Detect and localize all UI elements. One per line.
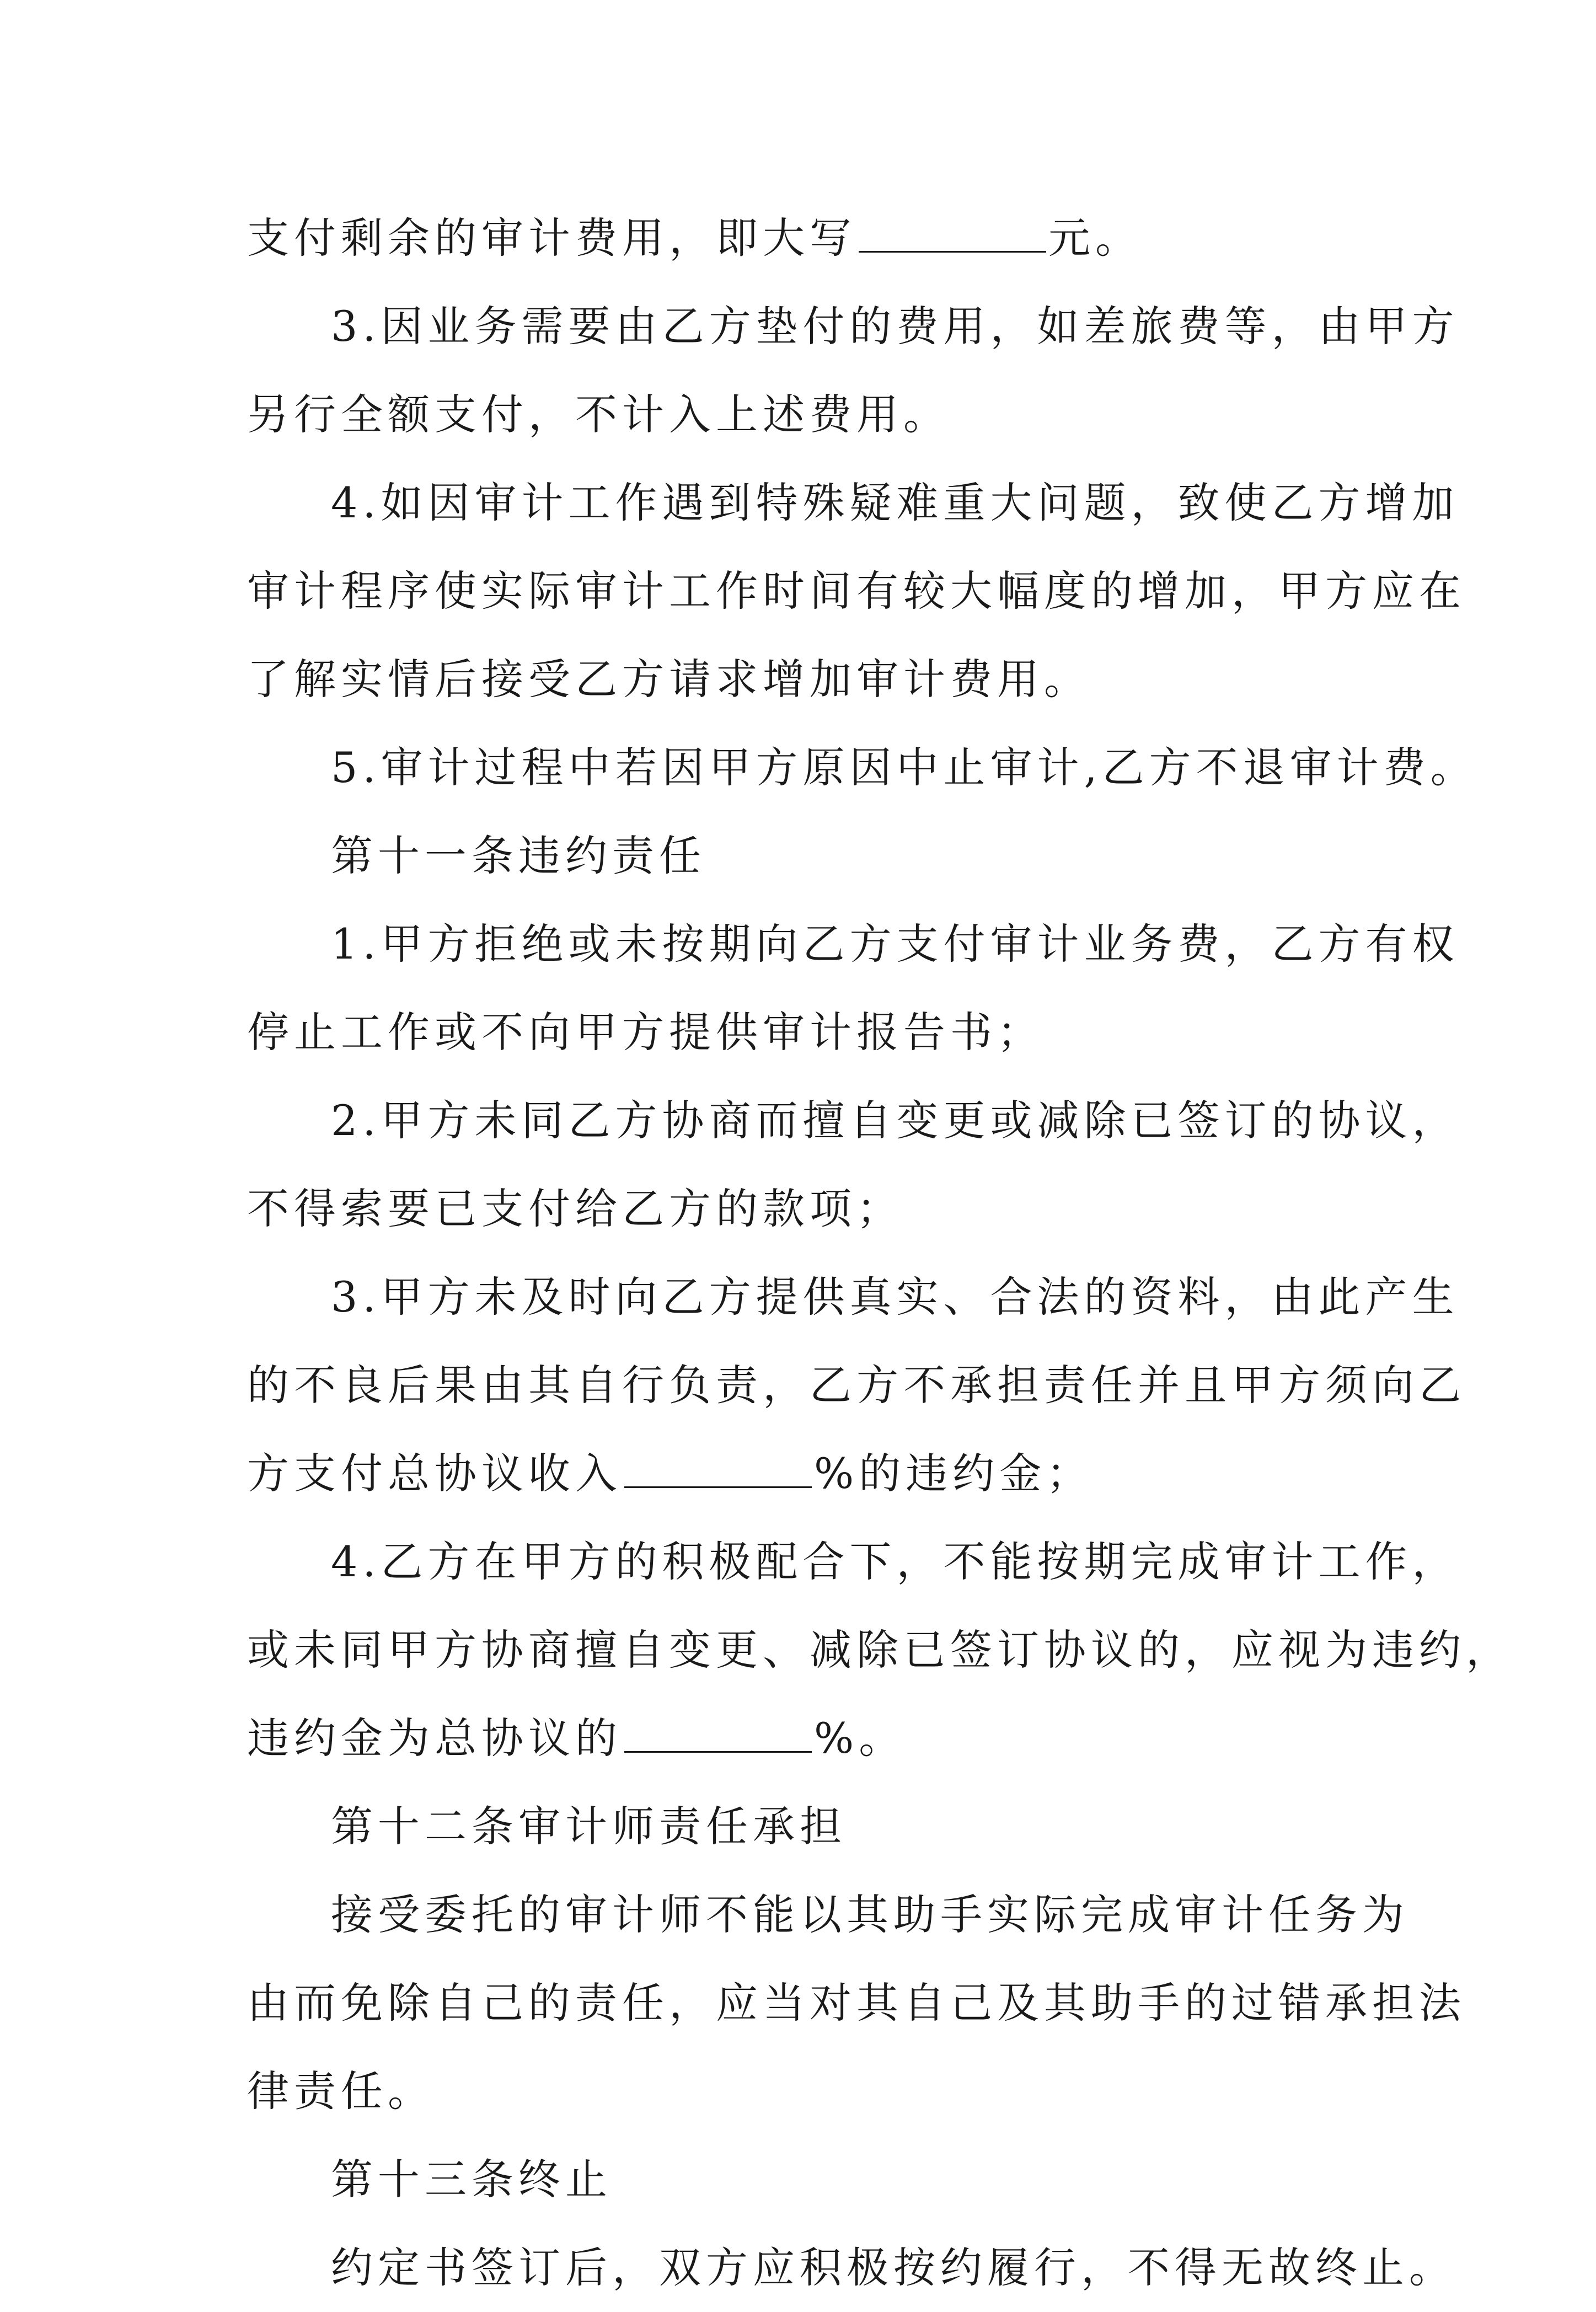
line-text: 不得索要已支付给乙方的款项； [247, 1184, 903, 1233]
line-text: 支付剩余的审计费用，即大写 [247, 213, 856, 263]
fill-in-blank[interactable] [624, 1449, 812, 1488]
paragraph-line [247, 371, 1383, 459]
paragraph-line [247, 1430, 1383, 1518]
line-text: 或未同甲方协商擅自变更、减除已签订协议的，应视为违约， [247, 1625, 1513, 1674]
line-text: 由而免除自己的责任，应当对其自己及其助手的过错承担法 [247, 1978, 1466, 2027]
paragraph-line [247, 724, 1477, 812]
line-text: 的不良后果由其自行负责，乙方不承担责任并且甲方须向乙 [247, 1361, 1466, 1410]
line-text: 2.甲方未同乙方协商而擅自变更或减除已签订的协议， [331, 1096, 1459, 1145]
line-text: 约定书签订后，双方应积极按约履行，不得无故终止。 [331, 2243, 1456, 2292]
paragraph-line [247, 2224, 1456, 2312]
paragraph-line [247, 1959, 1466, 2047]
section-heading [247, 812, 1383, 900]
paragraph-line [247, 2047, 1383, 2136]
line-text: 3.因业务需要由乙方垫付的费用，如差旅费等，由甲方 [331, 302, 1459, 351]
paragraph-line [247, 1518, 1459, 1606]
fill-in-blank[interactable] [859, 213, 1046, 253]
section-heading [247, 1783, 1383, 1871]
paragraph-line [247, 1253, 1459, 1341]
section-heading [247, 2136, 1383, 2224]
line-text: 1.甲方拒绝或未按期向乙方支付审计业务费，乙方有权 [331, 919, 1459, 968]
heading-text: 第十二条审计师责任承担 [331, 1802, 847, 1851]
paragraph-line [247, 988, 1383, 1077]
paragraph-line [247, 1871, 1409, 1959]
heading-text: 第十一条违约责任 [331, 831, 706, 880]
paragraph-line [247, 547, 1466, 635]
line-text: 停止工作或不向甲方提供审计报告书； [247, 1008, 1044, 1057]
paragraph-line [247, 1165, 1383, 1253]
line-text: 了解实情后接受乙方请求增加审计费用。 [247, 655, 1091, 704]
line-text: 方支付总协议收入 [247, 1449, 622, 1498]
line-text: 另行全额支付，不计入上述费用。 [247, 390, 950, 439]
paragraph-line [247, 635, 1383, 724]
paragraph-line [247, 282, 1459, 371]
paragraph-line [247, 459, 1459, 547]
paragraph-line [247, 1606, 1513, 1694]
document-body [247, 194, 1513, 2312]
line-text: 4.如因审计工作遇到特殊疑难重大问题，致使乙方增加 [331, 478, 1459, 527]
heading-text: 第十三条终止 [331, 2155, 612, 2204]
fill-in-blank[interactable] [624, 1714, 812, 1753]
paragraph-line [247, 900, 1459, 988]
line-text: 5.审计过程中若因甲方原因中止审计,乙方不退审计费。 [331, 743, 1477, 792]
line-text: 审计程序使实际审计工作时间有较大幅度的增加，甲方应在 [247, 566, 1466, 616]
line-text: 3.甲方未及时向乙方提供真实、合法的资料，由此产生 [331, 1272, 1459, 1321]
paragraph-line [247, 1341, 1466, 1430]
paragraph-line [247, 1077, 1459, 1165]
line-text: 接受委托的审计师不能以其助手实际完成审计任务为 [331, 1890, 1409, 1939]
line-text-after: %的违约金； [814, 1449, 1094, 1498]
line-text: 违约金为总协议的 [247, 1714, 622, 1763]
line-text-after: %。 [814, 1714, 906, 1763]
paragraph-line [247, 194, 1383, 282]
line-text-after: 元。 [1048, 213, 1142, 263]
line-text: 律责任。 [247, 2067, 435, 2116]
line-text: 4.乙方在甲方的积极配合下，不能按期完成审计工作， [331, 1537, 1459, 1586]
paragraph-line [247, 1694, 1383, 1783]
